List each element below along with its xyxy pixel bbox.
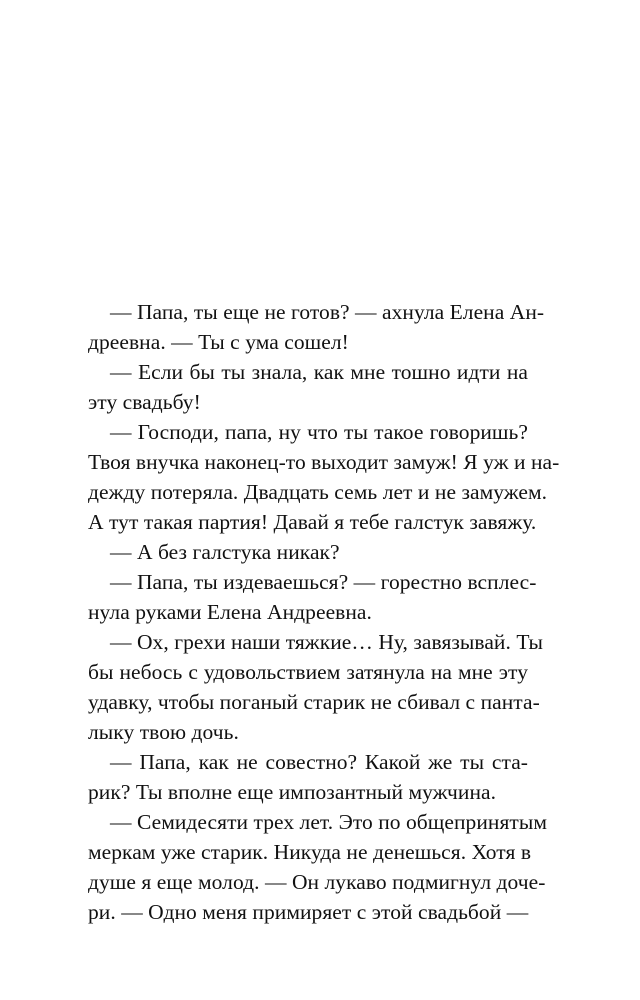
text-line: дреевна. — Ты с ума сошел! [88,330,349,354]
text-line: А тут такая партия! Давай я тебе галстук завяжу. [88,510,537,534]
text-line: — Если бы ты знала, как мне тошно идти на [110,360,528,384]
text-line: дежду потеряла. Двадцать семь лет и не замужем. [88,480,548,504]
text-line: лыку твою дочь. [88,720,239,744]
text-line: — Господи, папа, ну что ты такое говоришь? [110,420,528,444]
text-line: эту свадьбу! [88,390,201,414]
text-line: душе я еще молод. — Он лукаво подмигнул доче- [88,870,546,894]
text-line: — Папа, ты еще не готов? — ахнула Елена Ан- [110,300,545,324]
body-text [88,297,560,927]
text-line: Твоя внучка наконец-то выходит замуж! Я уж и на- [88,450,560,474]
text-line: — Папа, ты издеваешься? — горестно всплес- [110,570,537,594]
text-line: удавку, чтобы поганый старик не сбивал с панта- [88,690,540,714]
text-line: ри. — Одно меня примиряет с этой свадьбой — [88,900,529,924]
text-line: — Папа, как не совестно? Какой же ты ста- [110,750,528,774]
text-line: — Семидесяти трех лет. Это по общепринятым [110,810,548,834]
text-line: бы небось с удовольствием затянула на мне эту [88,660,528,684]
text-line: — А без галстука никак? [110,540,340,564]
text-line: нула руками Елена Андреевна. [88,600,372,624]
text-line: рик? Ты вполне еще импозантный мужчина. [88,780,497,804]
text-line: — Ох, грехи наши тяжкие… Ну, завязывай. Ты [110,630,543,654]
text-line: меркам уже старик. Никуда не денешься. Хотя в [88,840,532,864]
